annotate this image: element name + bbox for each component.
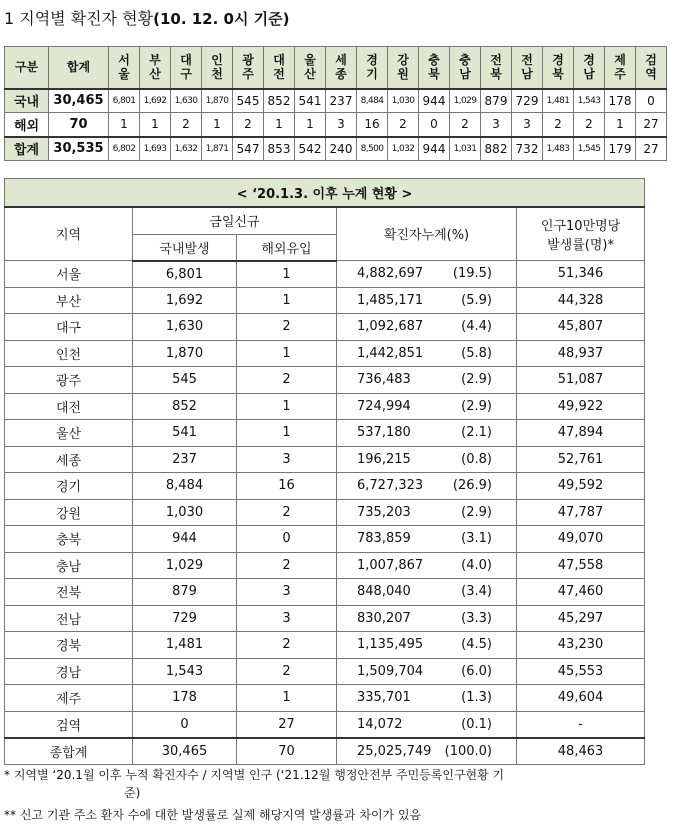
rate-cell: -: [517, 711, 645, 738]
cumulative-percent: (3.1): [461, 531, 492, 547]
cumulative-count: 6,727,323: [357, 478, 424, 494]
summary-header-cell: 대 구: [171, 47, 202, 89]
cumulative-cell: [337, 658, 517, 685]
cumulative-cell: [337, 287, 517, 314]
cumulative-count: 1,092,687: [357, 319, 424, 335]
cumulative-cell: [337, 605, 517, 632]
summary-cell: 2: [543, 113, 574, 137]
cumulative-cell: [337, 473, 517, 500]
rate-cell: 45,553: [517, 658, 645, 685]
cumulative-count: 830,207: [357, 610, 411, 626]
rate-cell: 49,592: [517, 473, 645, 500]
summary-cell: 1,030: [388, 89, 419, 113]
table-row: [5, 605, 645, 632]
summary-cell: 240: [326, 137, 357, 161]
cumulative-count: 14,072: [357, 716, 403, 732]
cumulative-percent: (4.5): [461, 637, 492, 653]
rate-cell: 49,070: [517, 526, 645, 553]
summary-cell: 852: [264, 89, 295, 113]
cumulative-cell: [337, 367, 517, 394]
cumulative-percent: (26.9): [452, 478, 492, 494]
cumulative-count: 537,180: [357, 425, 411, 441]
summary-header-cell: 전 남: [512, 47, 543, 89]
table-row: [5, 526, 645, 553]
rate-cell: 48,937: [517, 340, 645, 367]
cumulative-cell: [337, 685, 517, 712]
cumulative-percent: (0.8): [461, 451, 492, 467]
cumulative-cell: [337, 340, 517, 367]
cumulative-percent: (0.1): [461, 716, 492, 732]
header-new-today: 금일신규: [133, 207, 337, 235]
summary-cell: 16: [357, 113, 388, 137]
cumulative-cell: [337, 446, 517, 473]
overseas-cell: 3: [237, 579, 337, 606]
cumulative-count: 735,203: [357, 504, 411, 520]
page-title: [4, 4, 290, 34]
cumulative-percent: (2.9): [461, 398, 492, 414]
cumulative-cell: [337, 632, 517, 659]
summary-cell: 542: [295, 137, 326, 161]
summary-cell: 179: [605, 137, 636, 161]
cumulative-count: 1,135,495: [357, 637, 424, 653]
cumulative-cell: [337, 552, 517, 579]
overseas-cell: 0: [237, 526, 337, 553]
rate-cell: 45,297: [517, 605, 645, 632]
summary-cell: 1,029: [450, 89, 481, 113]
domestic-cell: 30,465: [133, 738, 237, 765]
cumulative-count: 736,483: [357, 372, 411, 388]
summary-cell: 178: [605, 89, 636, 113]
rate-cell: 52,761: [517, 446, 645, 473]
summary-cell: 545: [233, 89, 264, 113]
summary-cell: 732: [512, 137, 543, 161]
cumulative-count: 1,509,704: [357, 663, 424, 679]
overseas-cell: 1: [237, 393, 337, 420]
rate-cell: 44,328: [517, 287, 645, 314]
rate-cell: 47,787: [517, 499, 645, 526]
region-cell: 세종: [5, 446, 133, 473]
summary-cell: 27: [636, 113, 667, 137]
cumulative-percent: (100.0): [444, 743, 492, 759]
summary-cell: 1: [109, 113, 140, 137]
table-row: [5, 367, 645, 394]
region-cell: 경남: [5, 658, 133, 685]
overseas-cell: 16: [237, 473, 337, 500]
domestic-cell: 8,484: [133, 473, 237, 500]
cumulative-count: 25,025,749: [357, 743, 432, 759]
summary-cell: 6,802: [109, 137, 140, 161]
region-cell: 검역: [5, 711, 133, 738]
summary-cell: 853: [264, 137, 295, 161]
summary-cell: 0: [636, 89, 667, 113]
overseas-cell: 1: [237, 685, 337, 712]
cumulative-percent: (5.8): [461, 345, 492, 361]
region-cell: 경기: [5, 473, 133, 500]
region-cell: 충남: [5, 552, 133, 579]
summary-cell: 3: [326, 113, 357, 137]
rate-cell: 47,894: [517, 420, 645, 447]
cumulative-cell: [337, 420, 517, 447]
overseas-cell: 1: [237, 420, 337, 447]
domestic-cell: 237: [133, 446, 237, 473]
region-cell: 울산: [5, 420, 133, 447]
summary-header-cell: 대 전: [264, 47, 295, 89]
table-row: [5, 261, 645, 288]
overseas-cell: 27: [237, 711, 337, 738]
rate-cell: 48,463: [517, 738, 645, 765]
summary-cell: 8,484: [357, 89, 388, 113]
summary-cell: 547: [233, 137, 264, 161]
summary-row-total: 30,535: [49, 137, 109, 161]
domestic-cell: 1,870: [133, 340, 237, 367]
header-region: 지역: [5, 207, 133, 261]
cumulative-caption: < ‘20.1.3. 이후 누계 현황 >: [5, 179, 645, 207]
region-cell: 전남: [5, 605, 133, 632]
cumulative-table: [4, 178, 645, 765]
table-row: [5, 473, 645, 500]
summary-cell: 882: [481, 137, 512, 161]
domestic-cell: 0: [133, 711, 237, 738]
cumulative-count: 783,859: [357, 531, 411, 547]
table-row: [5, 287, 645, 314]
summary-row: [5, 89, 667, 113]
cumulative-percent: (3.3): [461, 610, 492, 626]
domestic-cell: 545: [133, 367, 237, 394]
region-cell: 인천: [5, 340, 133, 367]
summary-header-cell: 인 천: [202, 47, 233, 89]
summary-cell: 8,500: [357, 137, 388, 161]
rate-cell: 49,604: [517, 685, 645, 712]
summary-header-cell: 서 울: [109, 47, 140, 89]
overseas-cell: 2: [237, 658, 337, 685]
region-cell: 대구: [5, 314, 133, 341]
domestic-cell: 1,630: [133, 314, 237, 341]
cumulative-count: 335,701: [357, 690, 411, 706]
summary-cell: 944: [419, 137, 450, 161]
rate-cell: 49,922: [517, 393, 645, 420]
table-row: [5, 685, 645, 712]
cumulative-percent: (2.9): [461, 504, 492, 520]
summary-cell: 1: [264, 113, 295, 137]
domestic-cell: 1,481: [133, 632, 237, 659]
summary-cell: 1: [295, 113, 326, 137]
table-row: [5, 552, 645, 579]
summary-row-total: 70: [49, 113, 109, 137]
header-cumulative: 확진자누계(%): [337, 207, 517, 261]
summary-header-cell: 부 산: [140, 47, 171, 89]
summary-table: [4, 46, 667, 161]
table-row: [5, 632, 645, 659]
summary-cell: 1,870: [202, 89, 233, 113]
summary-cell: 2: [450, 113, 481, 137]
table-row: [5, 499, 645, 526]
domestic-cell: 1,543: [133, 658, 237, 685]
cumulative-percent: (6.0): [461, 663, 492, 679]
summary-header-cell: 경 기: [357, 47, 388, 89]
summary-cell: 3: [481, 113, 512, 137]
cumulative-count: 724,994: [357, 398, 411, 414]
summary-header-cell: 경 남: [574, 47, 605, 89]
region-cell: 종합계: [5, 738, 133, 765]
summary-cell: 2: [574, 113, 605, 137]
summary-header-cell: 전 북: [481, 47, 512, 89]
summary-header-cell: 제 주: [605, 47, 636, 89]
overseas-cell: 2: [237, 632, 337, 659]
summary-cell: 2: [233, 113, 264, 137]
domestic-cell: 944: [133, 526, 237, 553]
region-cell: 경북: [5, 632, 133, 659]
domestic-cell: 1,029: [133, 552, 237, 579]
footnote-1-line2: 준): [124, 786, 141, 800]
cumulative-cell: [337, 738, 517, 765]
summary-row: [5, 113, 667, 137]
summary-cell: 1,483: [543, 137, 574, 161]
footnote-1-line1: * 지역별 ‘20.1월 이후 누적 확진자수 / 지역별 인구 (‘21.12월 행정안전부 주민등록인구현황 기: [4, 768, 505, 782]
summary-header-cell: 구분: [5, 47, 49, 89]
summary-cell: 1: [202, 113, 233, 137]
summary-header-cell: 충 남: [450, 47, 481, 89]
overseas-cell: 2: [237, 552, 337, 579]
table-row: [5, 314, 645, 341]
summary-row-label: 해외: [5, 113, 49, 137]
summary-cell: 1,032: [388, 137, 419, 161]
total-row: [5, 738, 645, 765]
cumulative-cell: [337, 526, 517, 553]
title-main: 1 지역별 확진자 현황: [4, 9, 154, 28]
cumulative-percent: (2.1): [461, 425, 492, 441]
summary-cell: 6,801: [109, 89, 140, 113]
table-row: [5, 393, 645, 420]
cumulative-percent: (4.0): [461, 557, 492, 573]
cumulative-percent: (2.9): [461, 372, 492, 388]
domestic-cell: 729: [133, 605, 237, 632]
cumulative-percent: (3.4): [461, 584, 492, 600]
cumulative-count: 196,215: [357, 451, 411, 467]
cumulative-percent: (1.3): [461, 690, 492, 706]
cumulative-cell: [337, 579, 517, 606]
table-row: [5, 340, 645, 367]
summary-header-cell: 세 종: [326, 47, 357, 89]
region-cell: 전북: [5, 579, 133, 606]
summary-cell: 237: [326, 89, 357, 113]
rate-cell: 51,346: [517, 261, 645, 288]
title-date: (10. 12. 0시 기준): [153, 10, 290, 28]
summary-cell: 1,481: [543, 89, 574, 113]
region-cell: 제주: [5, 685, 133, 712]
header-rate-line1: 인구10만명당: [540, 218, 621, 234]
summary-row-label: 합계: [5, 137, 49, 161]
summary-cell: 1,693: [140, 137, 171, 161]
overseas-cell: 1: [237, 340, 337, 367]
rate-cell: 47,460: [517, 579, 645, 606]
header-rate: [517, 207, 645, 261]
header-rate-line2: 발생률(명)*: [547, 237, 614, 253]
overseas-cell: 1: [237, 287, 337, 314]
summary-cell: 1,543: [574, 89, 605, 113]
cumulative-count: 1,007,867: [357, 557, 424, 573]
summary-cell: 3: [512, 113, 543, 137]
overseas-cell: 1: [237, 261, 337, 288]
table-row: [5, 420, 645, 447]
domestic-cell: 1,030: [133, 499, 237, 526]
summary-row-label: 국내: [5, 89, 49, 113]
table-row: [5, 446, 645, 473]
summary-cell: 2: [171, 113, 202, 137]
summary-header-cell: 충 북: [419, 47, 450, 89]
overseas-cell: 2: [237, 499, 337, 526]
summary-cell: 27: [636, 137, 667, 161]
domestic-cell: 1,692: [133, 287, 237, 314]
domestic-cell: 879: [133, 579, 237, 606]
region-cell: 충북: [5, 526, 133, 553]
summary-header-cell: 경 북: [543, 47, 574, 89]
header-domestic: 국내발생: [133, 235, 237, 261]
region-cell: 강원: [5, 499, 133, 526]
rate-cell: 51,087: [517, 367, 645, 394]
rate-cell: 47,558: [517, 552, 645, 579]
summary-cell: 1,692: [140, 89, 171, 113]
cumulative-cell: [337, 711, 517, 738]
rate-cell: 43,230: [517, 632, 645, 659]
summary-row: [5, 137, 667, 161]
overseas-cell: 70: [237, 738, 337, 765]
cumulative-cell: [337, 499, 517, 526]
footnote-1: [4, 766, 664, 802]
summary-row-total: 30,465: [49, 89, 109, 113]
domestic-cell: 178: [133, 685, 237, 712]
cumulative-count: 4,882,697: [357, 266, 424, 282]
footnote-2: ** 신고 기관 주소 환자 수에 대한 발생률로 실제 해당지역 발생률과 차이가 있음: [4, 808, 422, 822]
summary-cell: 1,031: [450, 137, 481, 161]
cumulative-percent: (19.5): [452, 266, 492, 282]
table-row: [5, 658, 645, 685]
summary-cell: 1,630: [171, 89, 202, 113]
cumulative-percent: (5.9): [461, 292, 492, 308]
summary-header-cell: 강 원: [388, 47, 419, 89]
overseas-cell: 3: [237, 605, 337, 632]
summary-cell: 2: [388, 113, 419, 137]
summary-cell: 1: [605, 113, 636, 137]
summary-header-row: [5, 47, 667, 89]
summary-header-cell: 검 역: [636, 47, 667, 89]
region-cell: 광주: [5, 367, 133, 394]
overseas-cell: 3: [237, 446, 337, 473]
summary-cell: 879: [481, 89, 512, 113]
summary-cell: 729: [512, 89, 543, 113]
summary-header-cell: 울 산: [295, 47, 326, 89]
summary-cell: 0: [419, 113, 450, 137]
rate-cell: 45,807: [517, 314, 645, 341]
cumulative-count: 1,485,171: [357, 292, 424, 308]
overseas-cell: 2: [237, 314, 337, 341]
table-row: [5, 579, 645, 606]
summary-cell: 541: [295, 89, 326, 113]
summary-cell: 1,545: [574, 137, 605, 161]
summary-header-cell: 광 주: [233, 47, 264, 89]
summary-cell: 1,632: [171, 137, 202, 161]
overseas-cell: 2: [237, 367, 337, 394]
region-cell: 부산: [5, 287, 133, 314]
cumulative-cell: [337, 314, 517, 341]
cumulative-count: 848,040: [357, 584, 411, 600]
table-row: [5, 711, 645, 738]
domestic-cell: 6,801: [133, 261, 237, 288]
cumulative-percent: (4.4): [461, 319, 492, 335]
cumulative-count: 1,442,851: [357, 345, 424, 361]
domestic-cell: 852: [133, 393, 237, 420]
header-overseas: 해외유입: [237, 235, 337, 261]
region-cell: 대전: [5, 393, 133, 420]
summary-cell: 1: [140, 113, 171, 137]
region-cell: 서울: [5, 261, 133, 288]
summary-header-cell: 합계: [49, 47, 109, 89]
summary-cell: 1,871: [202, 137, 233, 161]
cumulative-cell: [337, 393, 517, 420]
domestic-cell: 541: [133, 420, 237, 447]
summary-cell: 944: [419, 89, 450, 113]
cumulative-cell: [337, 261, 517, 288]
